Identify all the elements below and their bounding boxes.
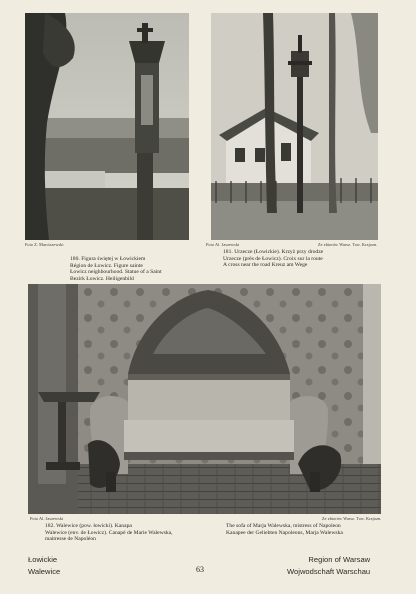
photo-credit: Foto Z. Marciszewski: [25, 242, 64, 247]
caption-180: [70, 256, 162, 282]
photo-roadside-cross: [211, 13, 378, 240]
collection-credit: Ze zbiorów Warsz. Tow. Krajozn.: [322, 516, 382, 521]
caption-182-right: [226, 523, 343, 536]
caption-line: Bezirk Łowicz. Heiligenbild: [70, 275, 134, 282]
page-number: 63: [196, 565, 204, 574]
caption-line: The sofa of Marja Walewska, mistress of Napoleon: [226, 523, 341, 529]
photo-credit: Foto Al. Jaszewski: [206, 242, 240, 247]
photo-walewska-sofa: [28, 284, 381, 514]
photo-credit: Foto Al. Jaszewski: [30, 516, 64, 521]
footer-region-name: Łowickie: [28, 555, 58, 564]
caption-line: 182. Walewice (pow. łowicki). Kanapa: [45, 523, 132, 529]
photo-wayside-statue: [25, 13, 189, 240]
footer-right: [287, 554, 370, 578]
caption-182-left: [45, 523, 173, 543]
collection-credit: Ze zbiorów Warsz. Tow. Krajozn.: [318, 242, 378, 247]
caption-181: [223, 249, 323, 269]
footer-region-german: Wojwodschaft Warschau: [287, 567, 371, 576]
footer-left: [28, 554, 60, 578]
caption-line: Kanapee der Geliebten Napoleons, Marja Walewska: [226, 529, 343, 536]
caption-line: A cross near the road Kreuz am Wege: [223, 262, 308, 269]
caption-line: 181. Urzecze (Łowickie). Krzyż przy drodze: [223, 249, 324, 255]
caption-line: Łowicz neighbourhood. Statue of a Saint: [70, 269, 162, 276]
caption-line: 180. Figura świętej w Łowickiem: [70, 256, 146, 262]
footer-region-english: Region of Warsaw: [308, 555, 371, 564]
caption-line: maitresse de Napoléon: [45, 536, 96, 543]
caption-line: Urzecze (près de Łowicz). Croix sur la route: [223, 255, 323, 262]
footer-place-name: Walewice: [28, 567, 61, 576]
caption-line: Région de Łowicz. Figure sainte: [70, 262, 143, 269]
caption-line: Walewice (env. de Łowicz). Canapé de Marie Walewska,: [45, 529, 173, 536]
